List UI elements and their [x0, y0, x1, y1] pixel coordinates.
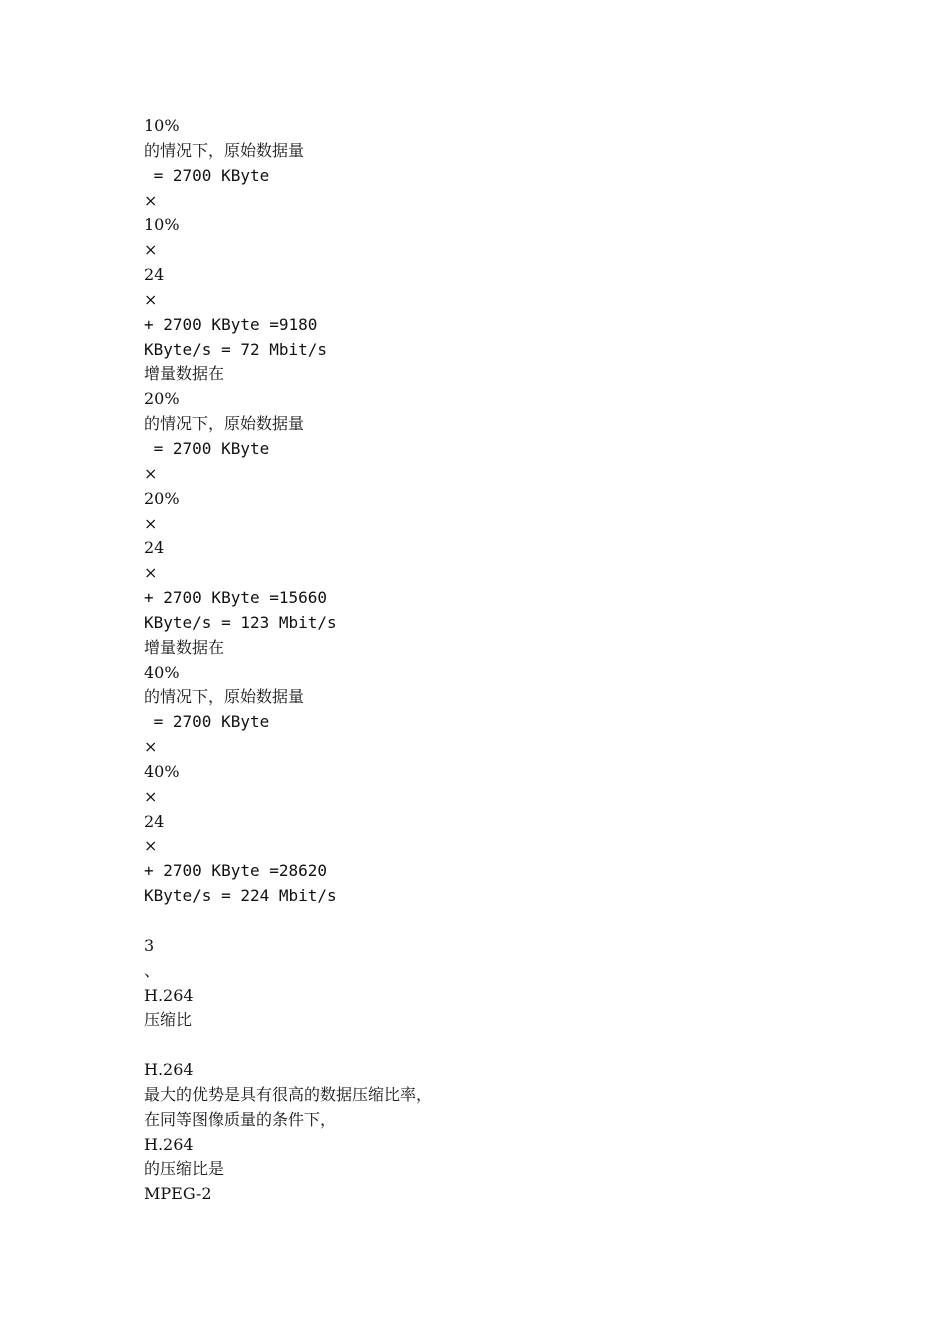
text-line: KByte/s = 72 Mbit/s [144, 339, 328, 359]
section-heading: H.264 [144, 985, 194, 1005]
text-line: 在同等图像质量的条件下， [144, 1109, 337, 1129]
text-line: + 2700 KByte =28620 [144, 861, 328, 881]
text-line: = 2700 KByte [144, 438, 270, 458]
times-symbol: × [144, 513, 158, 533]
text-line: + 2700 KByte =9180 [144, 314, 318, 334]
text-line: H.264 [144, 1060, 194, 1080]
blank-line [144, 1033, 844, 1058]
blank-line [144, 909, 844, 934]
times-symbol: × [144, 289, 158, 309]
document-body [144, 114, 844, 1207]
text-line: KByte/s = 224 Mbit/s [144, 886, 337, 906]
text-line: = 2700 KByte [144, 165, 270, 185]
text-line: 24 [144, 538, 165, 558]
text-line: 10% [144, 116, 180, 135]
text-line: 的情况下，原始数据量 [144, 140, 305, 160]
text-line: = 2700 KByte [144, 712, 270, 732]
text-line: 20% [144, 488, 180, 508]
text-line: 的情况下，原始数据量 [144, 687, 305, 707]
text-line: KByte/s = 123 Mbit/s [144, 612, 337, 632]
times-symbol: × [144, 463, 158, 483]
text-line: 最大的优势是具有很高的数据压缩比率， [144, 1084, 433, 1104]
text-line: MPEG-2 [144, 1184, 212, 1204]
section-heading: 压缩比 [144, 1010, 193, 1030]
times-symbol: × [144, 240, 158, 260]
times-symbol: × [144, 786, 158, 806]
text-line: 20% [144, 389, 180, 409]
text-line: H.264 [144, 1134, 194, 1154]
times-symbol: × [144, 737, 158, 757]
text-line: 24 [144, 811, 165, 831]
text-line: 、 [144, 960, 161, 980]
text-line: 的压缩比是 [144, 1159, 225, 1179]
text-line: 增量数据在 [144, 364, 225, 384]
text-line: 24 [144, 265, 165, 285]
text-line: 40% [144, 761, 180, 781]
text-line: 增量数据在 [144, 637, 225, 657]
text-line: + 2700 KByte =15660 [144, 588, 328, 608]
times-symbol: × [144, 190, 158, 210]
times-symbol: × [144, 563, 158, 583]
text-line: 的情况下，原始数据量 [144, 414, 305, 434]
text-line: 10% [144, 215, 180, 235]
times-symbol: × [144, 836, 158, 856]
text-line: 40% [144, 662, 180, 682]
section-number: 3 [144, 935, 155, 955]
